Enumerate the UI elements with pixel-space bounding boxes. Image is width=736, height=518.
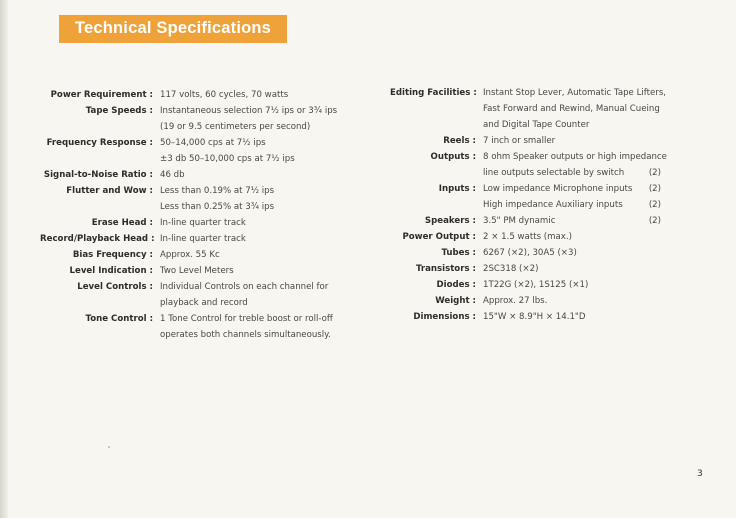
spec-value: High impedance Auxiliary inputs (2) <box>483 197 661 213</box>
spec-value: playback and record <box>160 298 248 308</box>
spec-label: Level Indication : <box>69 266 153 276</box>
spec-label: Level Controls : <box>77 282 153 292</box>
spec-value: Individual Controls on each channel for <box>160 282 329 292</box>
spec-label: Outputs : <box>430 152 476 162</box>
page-edge <box>0 0 8 518</box>
spec-label: Speakers : <box>424 216 476 226</box>
spec-value: 117 volts, 60 cycles, 70 watts <box>160 90 289 100</box>
spec-value: 1T22G (×2), 1S125 (×1) <box>483 280 589 290</box>
spec-label: Record/Playback Head : <box>40 234 155 244</box>
spec-row <box>40 135 370 167</box>
spec-row <box>390 261 680 277</box>
quantity-note: (2) <box>648 200 661 210</box>
spec-value: 50–14,000 cps at 7½ ips <box>160 138 266 148</box>
spec-row <box>40 215 370 231</box>
spec-label: Tone Control : <box>85 314 153 324</box>
spec-row <box>40 231 370 247</box>
spec-value: 2SC318 (×2) <box>483 264 539 274</box>
spec-label: Tubes : <box>441 248 476 258</box>
spec-value: Less than 0.19% at 7½ ips <box>160 186 275 196</box>
spec-row <box>40 279 370 311</box>
spec-label: Power Output : <box>402 232 476 242</box>
spec-label: Editing Facilities : <box>390 88 477 98</box>
page-title: Technical Specifications <box>74 19 272 37</box>
spec-label: Power Requirement : <box>50 90 153 100</box>
spec-row <box>390 181 680 213</box>
spec-row <box>40 263 370 279</box>
spec-label: Diodes : <box>436 280 476 290</box>
spec-label: Erase Head : <box>91 218 153 228</box>
spec-row <box>390 245 680 261</box>
spec-value: 3.5" PM dynamic (2) <box>483 213 661 229</box>
spec-value: 15"W × 8.9"H × 14.1"D <box>483 312 586 322</box>
spec-value: Instantaneous selection 7½ ips or 3¾ ips <box>160 106 338 116</box>
spec-value: 7 inch or smaller <box>483 136 556 146</box>
spec-row <box>40 247 370 263</box>
spec-value: Instant Stop Lever, Automatic Tape Lifters, <box>483 88 667 98</box>
spec-row <box>40 311 370 343</box>
title-banner <box>59 15 287 43</box>
spec-value: line outputs selectable by switch (2) <box>483 165 661 181</box>
spec-row <box>390 293 680 309</box>
quantity-note: (2) <box>648 168 661 178</box>
spec-label: Transistors : <box>415 264 476 274</box>
right-spec-list <box>390 85 680 325</box>
spec-value: and Digital Tape Counter <box>483 120 590 130</box>
page-number: 3 <box>697 469 703 479</box>
spec-row <box>390 149 680 181</box>
spec-value: Two Level Meters <box>160 266 234 276</box>
left-spec-list <box>40 87 370 343</box>
spec-value: In-line quarter track <box>160 218 246 228</box>
spec-value: ±3 db 50–10,000 cps at 7½ ips <box>160 154 295 164</box>
spec-value: Low impedance Microphone inputs (2) <box>483 181 661 197</box>
spec-value: 6267 (×2), 30A5 (×3) <box>483 248 577 258</box>
spec-row <box>390 277 680 293</box>
spec-row <box>390 85 680 133</box>
spec-value: Less than 0.25% at 3¾ ips <box>160 202 275 212</box>
spec-value: (19 or 9.5 centimeters per second) <box>160 122 311 132</box>
spec-value: 1 Tone Control for treble boost or roll-off <box>160 314 333 324</box>
spec-value: 8 ohm Speaker outputs or high impedance <box>483 152 667 162</box>
spec-label: Dimensions : <box>413 312 476 322</box>
spec-row <box>40 183 370 215</box>
spec-label: Inputs : <box>438 184 476 194</box>
paper-speck <box>108 446 110 448</box>
spec-row <box>390 133 680 149</box>
spec-value: Approx. 55 Kc <box>160 250 220 260</box>
quantity-note: (2) <box>648 184 661 194</box>
spec-row <box>40 103 370 135</box>
spec-value: Fast Forward and Rewind, Manual Cueing <box>483 104 660 114</box>
spec-label: Tape Speeds : <box>85 106 153 116</box>
spec-label: Flutter and Wow : <box>66 186 153 196</box>
spec-label: Reels : <box>443 136 476 146</box>
spec-value: 46 db <box>160 170 185 180</box>
spec-row <box>390 213 680 229</box>
spec-value: Approx. 27 lbs. <box>483 296 548 306</box>
spec-label: Signal-to-Noise Ratio : <box>43 170 153 180</box>
spec-row <box>40 87 370 103</box>
spec-label: Weight : <box>435 296 476 306</box>
spec-row <box>40 167 370 183</box>
spec-label: Bias Frequency : <box>72 250 153 260</box>
quantity-note: (2) <box>648 216 661 226</box>
spec-value: In-line quarter track <box>160 234 246 244</box>
spec-row <box>390 309 680 325</box>
spec-row <box>390 229 680 245</box>
spec-value: operates both channels simultaneously. <box>160 330 331 340</box>
spec-value: 2 × 1.5 watts (max.) <box>483 232 572 242</box>
spec-label: Frequency Response : <box>46 138 153 148</box>
